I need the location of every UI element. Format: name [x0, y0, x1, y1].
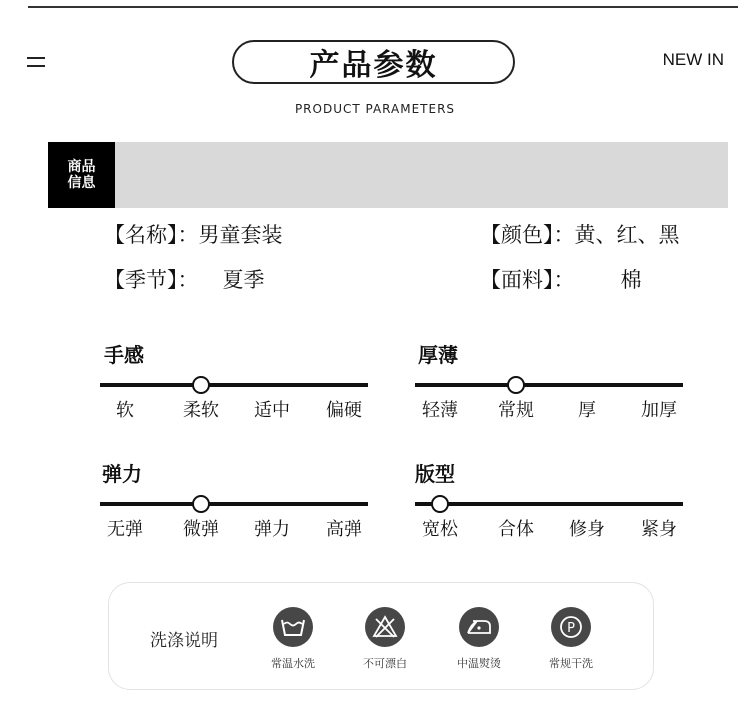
slider-option: 修身 — [569, 519, 605, 540]
slider-option: 适中 — [254, 400, 290, 421]
color-label: 【颜色】： — [480, 223, 575, 247]
slider-option: 紧身 — [641, 519, 677, 540]
slider-option: 偏硬 — [326, 400, 362, 421]
info-badge-line1: 商品 — [67, 159, 96, 175]
slider-option: 高弹 — [326, 519, 362, 540]
dry-clean-icon — [551, 607, 591, 647]
slider-track — [415, 502, 683, 506]
name-field — [104, 219, 283, 249]
iron-icon — [459, 607, 499, 647]
slider-knob[interactable] — [507, 376, 525, 394]
slider-option: 柔软 — [183, 400, 219, 421]
slider-title: 手感 — [104, 343, 144, 367]
name-label: 【名称】： — [104, 223, 199, 247]
color-field — [480, 219, 680, 249]
slider-option: 厚 — [578, 400, 596, 421]
care-item-bleach — [345, 607, 425, 671]
color-value: 黄、红、黑 — [574, 223, 680, 247]
page-subtitle: PRODUCT PARAMETERS — [294, 102, 456, 116]
fabric-value: 棉 — [620, 268, 642, 292]
slider-option: 微弹 — [183, 519, 219, 540]
slider-knob[interactable] — [192, 495, 210, 513]
season-value: 夏季 — [222, 268, 265, 292]
info-badge — [48, 142, 115, 208]
fabric-field — [480, 264, 642, 294]
slider-option: 宽松 — [422, 519, 458, 540]
slider-track — [100, 383, 368, 387]
slider-option: 常规 — [498, 400, 534, 421]
slider-option: 加厚 — [641, 400, 677, 421]
info-badge-line2: 信息 — [67, 175, 96, 191]
info-header-bar — [48, 142, 728, 208]
slider-option: 无弹 — [107, 519, 143, 540]
care-label: 中温熨烫 — [457, 657, 501, 670]
slider-knob[interactable] — [192, 376, 210, 394]
season-label: 【季节】： — [104, 268, 199, 292]
no-bleach-icon — [365, 607, 405, 647]
slider-title: 版型 — [415, 462, 455, 486]
new-in-label: NEW IN — [662, 50, 724, 69]
care-item-iron — [439, 607, 519, 671]
menu-icon[interactable] — [27, 57, 45, 69]
slider-track — [415, 383, 683, 387]
care-title: 洗涤说明 — [150, 631, 218, 651]
top-divider — [28, 6, 738, 8]
care-item-wash — [253, 607, 333, 671]
slider-knob[interactable] — [431, 495, 449, 513]
slider-option: 软 — [116, 400, 134, 421]
care-label: 常规干洗 — [549, 657, 593, 670]
slider-track — [100, 502, 368, 506]
name-value: 男童套装 — [198, 223, 283, 247]
fabric-label: 【面料】： — [480, 268, 575, 292]
slider-option: 轻薄 — [422, 400, 458, 421]
care-item-dryclean — [531, 607, 611, 671]
care-label: 常温水洗 — [271, 657, 315, 670]
care-label: 不可漂白 — [363, 657, 407, 670]
season-field — [104, 264, 265, 294]
slider-option: 弹力 — [254, 519, 290, 540]
slider-title: 厚薄 — [418, 343, 458, 367]
page-title: 产品参数 — [232, 40, 515, 84]
slider-title: 弹力 — [102, 462, 142, 486]
slider-option: 合体 — [498, 519, 534, 540]
svg-text:P: P — [567, 621, 575, 636]
wash-basin-icon — [273, 607, 313, 647]
